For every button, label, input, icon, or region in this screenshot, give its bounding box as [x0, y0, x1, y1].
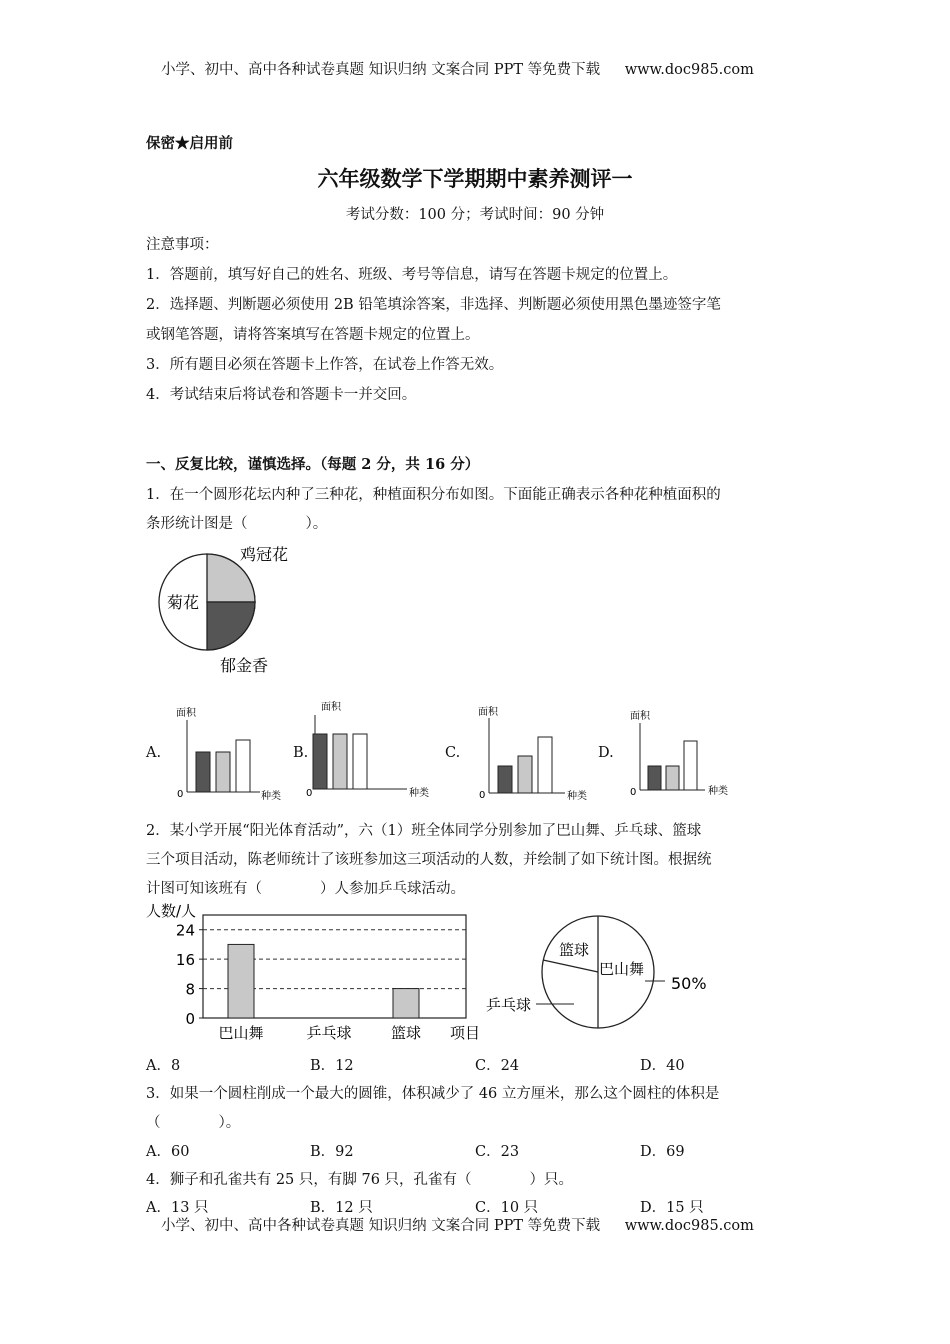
option-d[interactable]: D．15 只: [640, 1200, 704, 1216]
option-a[interactable]: A．60: [146, 1144, 190, 1160]
pie-label-pingpong: 乒乓球: [486, 996, 532, 1014]
y-axis-label: 面积: [321, 702, 341, 713]
notes-title: 注意事项：: [146, 237, 219, 253]
option-c-label: C.: [445, 745, 461, 761]
bar: [216, 752, 230, 792]
bar: [196, 752, 210, 792]
pie-label-bashan: 巴山舞: [599, 960, 645, 978]
section-heading: 一、反复比较，谨慎选择。（每题 2 分，共 16 分）: [146, 456, 480, 473]
option-b[interactable]: B．12 只: [310, 1200, 373, 1216]
question-1-text: 1．在一个圆形花坛内种了三种花，种植面积分布如图。下面能正确表示各种花种植面积的: [146, 487, 721, 503]
bar: [236, 740, 250, 792]
note-line: 4．考试结束后将试卷和答题卡一并交回。: [146, 387, 417, 403]
y-axis-label: 面积: [176, 708, 196, 719]
pie-label: 鸡冠花: [240, 545, 289, 564]
zero-label: 0: [479, 790, 486, 801]
x-categories: [218, 1024, 421, 1042]
option-d-label: D.: [598, 745, 614, 761]
x-axis-label: 种类: [567, 791, 587, 802]
q2-bar-chart: [140, 898, 490, 1046]
tick-label: 0: [185, 1010, 195, 1028]
bars: [228, 944, 419, 1018]
tick-label: 24: [175, 921, 195, 940]
option-a-label: A.: [146, 745, 162, 761]
option-a[interactable]: A．8: [146, 1058, 181, 1074]
y-axis-label: 面积: [630, 711, 650, 722]
bar: [353, 734, 367, 789]
exam-info: 考试分数：100 分；考试时间：90 分钟: [345, 207, 605, 223]
question-4-text: 4．狮子和孔雀共有 25 只，有脚 76 只，孔雀有（ ）只。: [146, 1172, 574, 1188]
tick-label: 8: [185, 980, 195, 999]
category-label: 巴山舞: [218, 1024, 264, 1042]
category-label: 乒乓球: [306, 1024, 352, 1042]
option-c[interactable]: C．23: [475, 1144, 520, 1160]
page-header: [161, 58, 754, 79]
question-3-text: 3．如果一个圆柱削成一个最大的圆锥，体积减少了 46 立方厘米，那么这个圆柱的体积是: [146, 1086, 720, 1102]
option-a[interactable]: A．13 只: [146, 1200, 209, 1216]
bar: [648, 766, 661, 790]
header-text: 小学、初中、高中各种试卷真题 知识归纳 文案合同 PPT 等免费下载: [161, 62, 601, 78]
q2-pie-chart: [480, 915, 720, 1033]
zero-label: 0: [177, 789, 184, 800]
note-line: 或钢笔答题，请将答案填写在答题卡规定的位置上。: [146, 327, 480, 343]
confidential-label: 保密★启用前: [146, 135, 233, 152]
zero-label: 0: [306, 788, 313, 799]
bar: [538, 737, 552, 793]
option-c[interactable]: C．24: [475, 1058, 520, 1074]
option-b-label: B.: [293, 745, 309, 761]
x-axis-label: 种类: [261, 791, 281, 802]
pie-label: 菊花: [167, 593, 200, 612]
y-axis-title: 人数/人: [146, 902, 197, 920]
question-3-text-2: （ ）。: [146, 1115, 241, 1131]
bar: [498, 766, 512, 793]
footer-site: www.doc985.com: [624, 1218, 754, 1234]
y-ticks: [176, 922, 203, 1028]
header-site: www.doc985.com: [624, 62, 754, 78]
zero-label: 0: [630, 787, 637, 798]
bar: [393, 989, 419, 1018]
option-c-bar-chart[interactable]: [470, 700, 600, 805]
page-footer: [161, 1214, 754, 1235]
note-line: 3．所有题目必须在答题卡上作答，在试卷上作答无效。: [146, 357, 504, 373]
bar: [684, 741, 697, 790]
question-1-text-2: 条形统计图是（ ）。: [146, 516, 328, 532]
option-d-bar-chart[interactable]: [620, 705, 750, 805]
x-axis-label: 种类: [409, 788, 429, 799]
bar: [518, 756, 532, 793]
x-axis-label: 种类: [708, 786, 728, 797]
pie-slice-yujinxiang: [207, 602, 255, 650]
bar: [228, 944, 254, 1018]
question-2-text-2: 三个项目活动，陈老师统计了该班参加这三项活动的人数，并绘制了如下统计图。根据统: [146, 852, 712, 868]
option-c[interactable]: C．10 只: [475, 1200, 539, 1216]
pie-label: 郁金香: [220, 656, 269, 675]
question-2-text: 2．某小学开展“阳光体育活动”，六（1）班全体同学分别参加了巴山舞、乒乓球、篮球: [146, 823, 702, 839]
tick-label: 16: [175, 951, 195, 970]
bar: [313, 734, 327, 789]
pie-label-basketball: 篮球: [559, 941, 590, 959]
option-b-bar-chart[interactable]: [307, 697, 437, 802]
note-line: 2．选择题、判断题必须使用 2B 铅笔填涂答案，非选择、判断题必须使用黑色墨迹签字笔: [146, 297, 721, 313]
option-b[interactable]: B．12: [310, 1058, 354, 1074]
pie-percent-label: 50%: [671, 974, 707, 993]
x-axis-title: 项目: [450, 1024, 481, 1042]
note-line: 1．答题前，填写好自己的姓名、班级、考号等信息，请写在答题卡规定的位置上。: [146, 267, 678, 283]
option-d[interactable]: D．69: [640, 1144, 685, 1160]
y-axis-label: 面积: [478, 707, 498, 718]
option-b[interactable]: B．92: [310, 1144, 354, 1160]
page-title: 六年级数学下学期期中素养测评一: [317, 166, 633, 191]
footer-text: 小学、初中、高中各种试卷真题 知识归纳 文案合同 PPT 等免费下载: [161, 1218, 601, 1234]
question-2-text-3: 计图可知该班有（ ）人参加乒乓球活动。: [146, 881, 465, 897]
bar: [666, 766, 679, 790]
category-label: 篮球: [390, 1024, 422, 1042]
option-a-bar-chart[interactable]: [160, 700, 290, 805]
bar: [333, 734, 347, 789]
q1-pie-chart: [150, 538, 310, 683]
option-d[interactable]: D．40: [640, 1058, 685, 1074]
